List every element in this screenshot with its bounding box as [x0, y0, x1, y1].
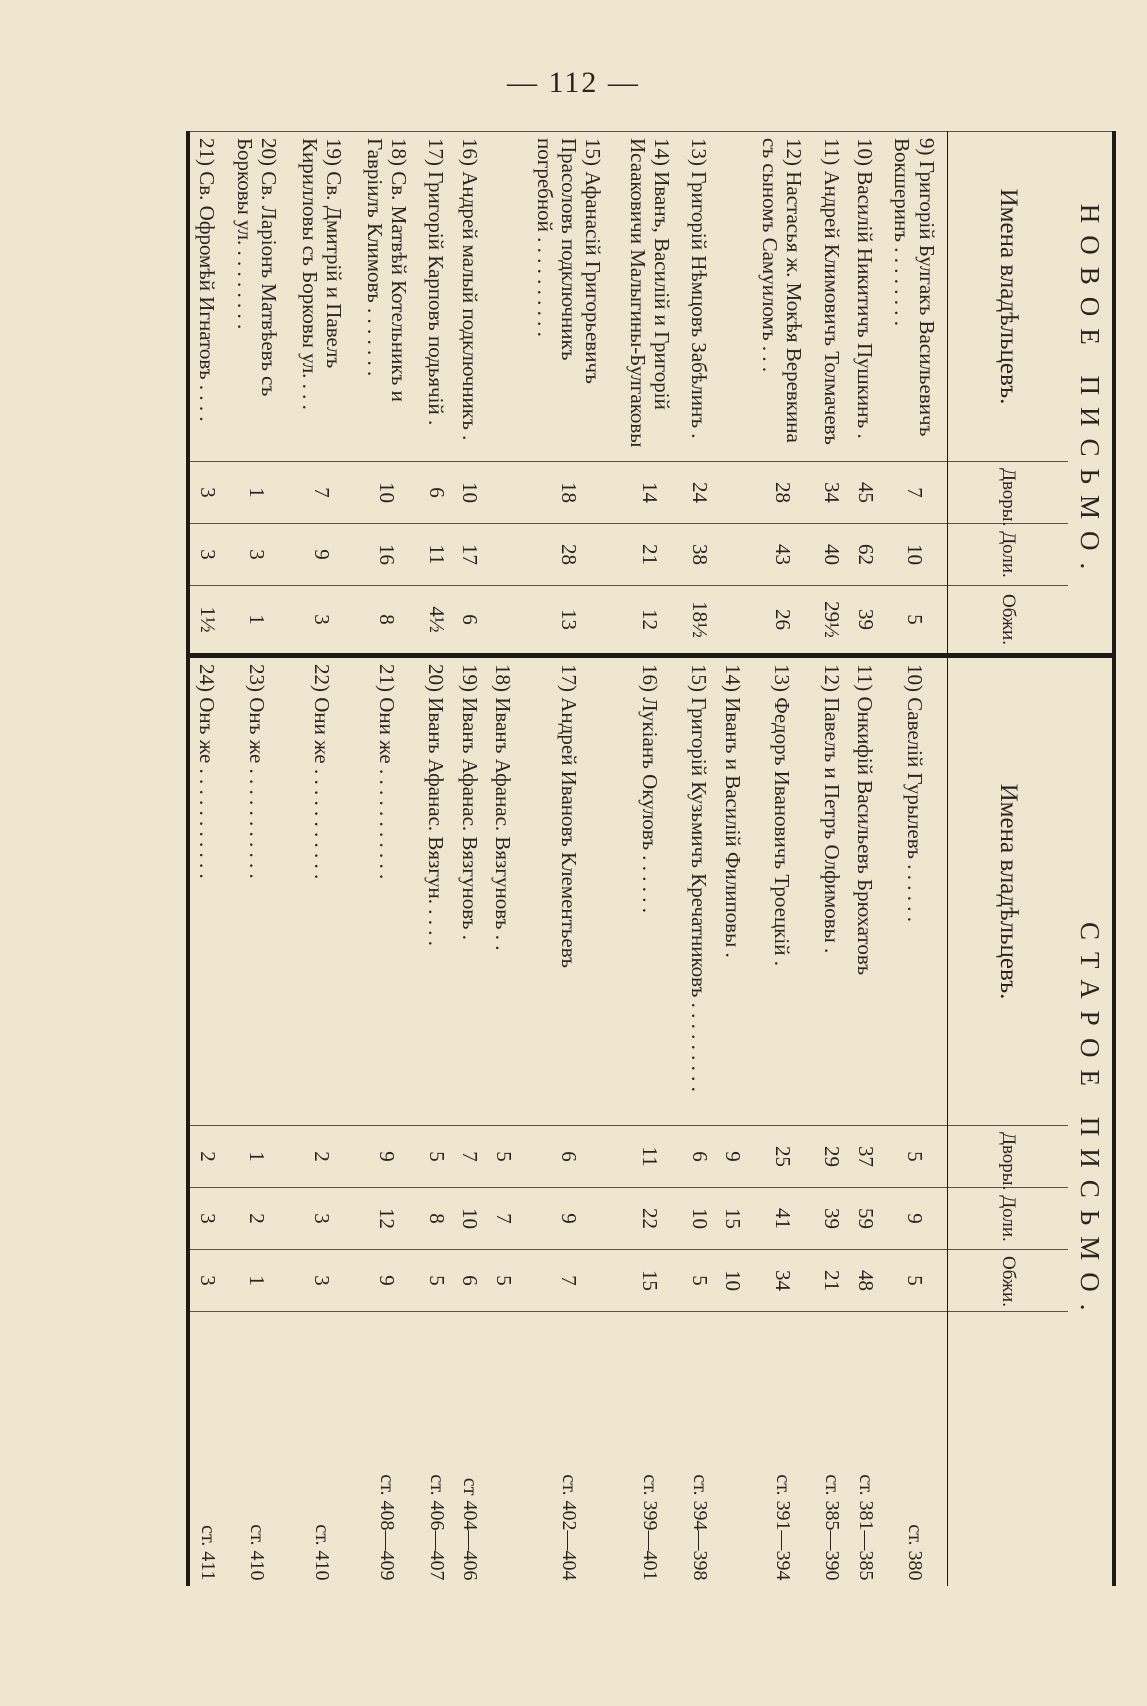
old-reference: [716, 1312, 750, 1587]
table-row: [618, 132, 683, 1587]
new-owner-name: 13) Григорій Нѣмцовъ Забѣлинъ .: [682, 132, 716, 462]
new-owner-name: 15) Афанасій Григорьевичъ Прасоловъ подключникъ погребной . . . . . . . . . .: [520, 132, 617, 462]
old-obzhi: 1: [224, 1250, 289, 1312]
old-shares: 22: [618, 1188, 683, 1250]
table-row: [419, 132, 453, 1587]
old-yards: 5: [486, 1126, 520, 1188]
old-owner-name: 23) Онъ же . . . . . . . . . . .: [224, 656, 289, 1126]
new-obzhi: 13: [520, 586, 617, 656]
new-shares: 17: [453, 524, 487, 586]
old-shares: 8: [419, 1188, 453, 1250]
new-owner-name: [486, 132, 520, 462]
new-shares: 3: [224, 524, 289, 586]
old-obzhi: 34: [750, 1250, 815, 1312]
new-yards: [486, 462, 520, 524]
old-yards: 7: [453, 1126, 487, 1188]
new-obzhi: 3: [289, 586, 354, 656]
table-row: [848, 132, 882, 1587]
new-owner-name: [716, 132, 750, 462]
new-yards: 7: [289, 462, 354, 524]
old-col-shares: Доли.: [948, 1188, 1069, 1250]
new-shares: 43: [750, 524, 815, 586]
old-shares: 39: [815, 1188, 849, 1250]
new-yards: 18: [520, 462, 617, 524]
old-yards: 2: [188, 1126, 224, 1188]
new-owner-name: 18) Св. Матвѣй Котельникъ и Гавріилъ Климовъ . . . . . . .: [354, 132, 419, 462]
new-shares: 28: [520, 524, 617, 586]
new-owner-name: 12) Настасья ж. Мокѣя Веревкина съ сыномъ Самуиломъ . . .: [750, 132, 815, 462]
old-reference: ст. 406—407: [419, 1312, 453, 1587]
old-owner-name: 15) Григорій Кузьмичъ Кречатниковъ . . . . . . . . .: [682, 656, 716, 1126]
old-obzhi: 3: [188, 1250, 224, 1312]
old-yards: 29: [815, 1126, 849, 1188]
table-row: [486, 132, 520, 1587]
old-yards: 6: [682, 1126, 716, 1188]
old-yards: 5: [882, 1126, 948, 1188]
new-yards: 10: [453, 462, 487, 524]
old-reference: ст. 391—394: [750, 1312, 815, 1587]
old-owner-name: 17) Андрей Ивановъ Клементьевъ: [520, 656, 617, 1126]
old-obzhi: 7: [520, 1250, 617, 1312]
old-obzhi: 5: [419, 1250, 453, 1312]
old-obzhi: 15: [618, 1250, 683, 1312]
old-owner-name: 13) Федоръ Ивановичъ Троецкій .: [750, 656, 815, 1126]
new-owner-name: 21) Св. Офромѣй Игнатовъ . . . .: [188, 132, 224, 462]
new-yards: 28: [750, 462, 815, 524]
table-row: [882, 132, 948, 1587]
old-shares: 9: [520, 1188, 617, 1250]
new-obzhi: [716, 586, 750, 656]
old-yards: 6: [520, 1126, 617, 1188]
new-owner-name: 19) Св. Дмитрій и Павелъ Кирилловы съ Борковы ул. . . .: [289, 132, 354, 462]
new-owner-name: 16) Андрей малый подключникъ .: [453, 132, 487, 462]
new-col-yards: Дворы.: [948, 462, 1069, 524]
new-shares: 3: [188, 524, 224, 586]
old-owner-name: 22) Они же . . . . . . . . . . .: [289, 656, 354, 1126]
column-header-row: [948, 132, 1069, 1587]
old-obzhi: 9: [354, 1250, 419, 1312]
old-shares: 2: [224, 1188, 289, 1250]
old-shares: 41: [750, 1188, 815, 1250]
old-yards: 5: [419, 1126, 453, 1188]
old-shares: 7: [486, 1188, 520, 1250]
old-reference: ст. 410: [289, 1312, 354, 1587]
new-yards: 24: [682, 462, 716, 524]
new-obzhi: 39: [848, 586, 882, 656]
old-shares: 10: [682, 1188, 716, 1250]
old-yards: 9: [716, 1126, 750, 1188]
new-owner-name: 17) Григорій Карповъ подьячій .: [419, 132, 453, 462]
new-shares: 10: [882, 524, 948, 586]
old-reference: ст. 381—385: [848, 1312, 882, 1587]
table-row: [716, 132, 750, 1587]
new-shares: 9: [289, 524, 354, 586]
section-header-row: [1068, 132, 1114, 1587]
new-owner-name: 20) Св. Ларіонъ Матвѣевъ съ Борковы ул. . . . . . . . .: [224, 132, 289, 462]
new-obzhi: 5: [882, 586, 948, 656]
old-reference: ст. 408—409: [354, 1312, 419, 1587]
old-reference: ст. 394—398: [682, 1312, 716, 1587]
register-rows: [188, 132, 948, 1587]
new-obzhi: 26: [750, 586, 815, 656]
old-reference: [486, 1312, 520, 1587]
old-yards: 37: [848, 1126, 882, 1188]
new-obzhi: 8: [354, 586, 419, 656]
old-reference: ст. 402—404: [520, 1312, 617, 1587]
new-obzhi: [486, 586, 520, 656]
new-shares: 21: [618, 524, 683, 586]
old-owner-name: 10) Савелій Гурылевъ . . . . . .: [882, 656, 948, 1126]
old-owner-name: 18) Иванъ Афанас. Вязгуновъ . .: [486, 656, 520, 1126]
rotated-table-container: [186, 131, 1116, 1586]
new-shares: 40: [815, 524, 849, 586]
old-shares: 12: [354, 1188, 419, 1250]
old-owner-name: 24) Онъ же . . . . . . . . . . .: [188, 656, 224, 1126]
old-reference: ст. 385—390: [815, 1312, 849, 1587]
old-yards: 25: [750, 1126, 815, 1188]
table-row: [520, 132, 617, 1587]
new-shares: 38: [682, 524, 716, 586]
new-owner-name: 10) Василій Никитичъ Пушкинъ .: [848, 132, 882, 462]
new-col-obzhi: Обжи.: [948, 586, 1069, 656]
old-owner-name: 16) Лукіанъ Окуловъ . . . . . .: [618, 656, 683, 1126]
old-owner-name: 12) Павелъ и Петръ Олфимовы .: [815, 656, 849, 1126]
old-reference: ст. 410: [224, 1312, 289, 1587]
old-obzhi: 5: [682, 1250, 716, 1312]
new-yards: 45: [848, 462, 882, 524]
new-shares: 11: [419, 524, 453, 586]
new-obzhi: 6: [453, 586, 487, 656]
old-shares: 15: [716, 1188, 750, 1250]
new-obzhi: 1: [224, 586, 289, 656]
old-obzhi: 3: [289, 1250, 354, 1312]
table-row: [224, 132, 289, 1587]
old-reference: ст. 411: [188, 1312, 224, 1587]
new-obzhi: 4½: [419, 586, 453, 656]
new-section-title: НОВОЕ ПИСЬМО.: [1068, 132, 1114, 656]
new-col-shares: Доли.: [948, 524, 1069, 586]
old-owner-name: 21) Они же . . . . . . . . . . .: [354, 656, 419, 1126]
new-owner-name: 14) Иванъ, Василій и Григорій Исааковичи Малыгины-Булгаковы: [618, 132, 683, 462]
old-yards: 9: [354, 1126, 419, 1188]
old-col-names: Имена владѣльцевъ.: [948, 656, 1069, 1126]
table-row: [682, 132, 716, 1587]
new-col-names: Имена владѣльцевъ.: [948, 132, 1069, 462]
old-yards: 1: [224, 1126, 289, 1188]
old-col-reference: [948, 1312, 1069, 1587]
new-yards: 7: [882, 462, 948, 524]
table-row: [815, 132, 849, 1587]
new-obzhi: 18½: [682, 586, 716, 656]
table-row: [354, 132, 419, 1587]
table-row: [453, 132, 487, 1587]
old-obzhi: 5: [486, 1250, 520, 1312]
old-reference: ст. 399—401: [618, 1312, 683, 1587]
old-yards: 2: [289, 1126, 354, 1188]
old-col-obzhi: Обжи.: [948, 1250, 1069, 1312]
old-shares: 59: [848, 1188, 882, 1250]
old-obzhi: 5: [882, 1250, 948, 1312]
new-yards: 14: [618, 462, 683, 524]
new-owner-name: 11) Андрей Климовичъ Толмачевъ: [815, 132, 849, 462]
ledger-frame: [186, 131, 1116, 1586]
old-obzhi: 10: [716, 1250, 750, 1312]
new-shares: 16: [354, 524, 419, 586]
old-reference: ст 404—406: [453, 1312, 487, 1587]
old-shares: 3: [188, 1188, 224, 1250]
old-yards: 11: [618, 1126, 683, 1188]
new-obzhi: 29½: [815, 586, 849, 656]
new-shares: [486, 524, 520, 586]
new-yards: 34: [815, 462, 849, 524]
old-shares: 9: [882, 1188, 948, 1250]
new-yards: [716, 462, 750, 524]
old-shares: 10: [453, 1188, 487, 1250]
old-shares: 3: [289, 1188, 354, 1250]
new-obzhi: 12: [618, 586, 683, 656]
old-owner-name: 14) Иванъ и Василій Филиповы .: [716, 656, 750, 1126]
old-owner-name: 20) Иванъ Афанас. Вязгун. . . . .: [419, 656, 453, 1126]
table-row: [289, 132, 354, 1587]
new-yards: 3: [188, 462, 224, 524]
new-owner-name: 9) Григорій Булгакъ Васильевичъ Вокшеринъ . . . . . . . .: [882, 132, 948, 462]
old-obzhi: 48: [848, 1250, 882, 1312]
old-obzhi: 21: [815, 1250, 849, 1312]
old-owner-name: 19) Иванъ Афанас. Вязгуновъ .: [453, 656, 487, 1126]
page-number: — 112 —: [507, 66, 640, 99]
new-shares: [716, 524, 750, 586]
table-row: [750, 132, 815, 1587]
old-section-title: СТАРОЕ ПИСЬМО.: [1068, 656, 1114, 1587]
old-owner-name: 11) Онкифій Васильевъ Брюхатовъ: [848, 656, 882, 1126]
new-yards: 10: [354, 462, 419, 524]
new-shares: 62: [848, 524, 882, 586]
old-col-yards: Дворы.: [948, 1126, 1069, 1188]
table-row: [188, 132, 224, 1587]
old-reference: ст. 380: [882, 1312, 948, 1587]
new-yards: 6: [419, 462, 453, 524]
old-obzhi: 6: [453, 1250, 487, 1312]
land-register-table: [186, 131, 1116, 1586]
new-yards: 1: [224, 462, 289, 524]
new-obzhi: 1½: [188, 586, 224, 656]
